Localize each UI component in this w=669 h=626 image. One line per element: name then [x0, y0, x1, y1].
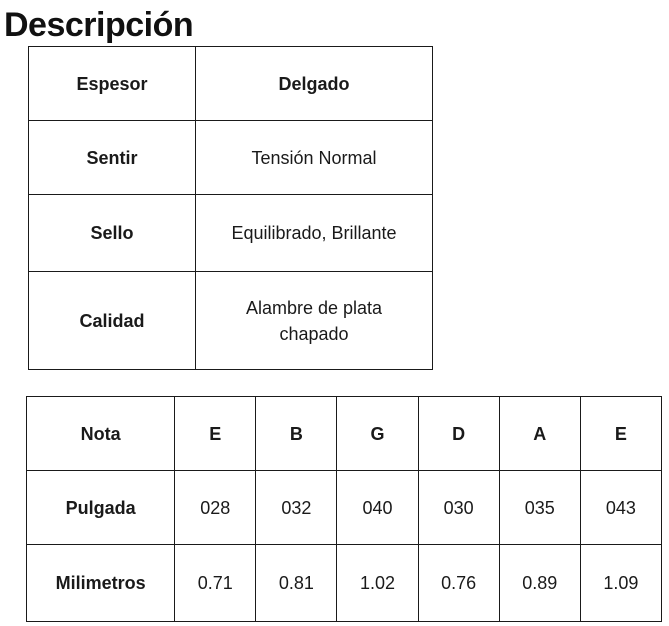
value-cell: 040	[337, 471, 418, 545]
note-cell: E	[175, 397, 256, 471]
row-label: Milimetros	[27, 545, 175, 622]
note-cell: E	[580, 397, 661, 471]
row-value: Equilibrado, Brillante	[196, 195, 433, 272]
row-label: Pulgada	[27, 471, 175, 545]
value-cell: 032	[256, 471, 337, 545]
value-cell: 1.09	[580, 545, 661, 622]
note-cell: B	[256, 397, 337, 471]
gauge-header-row	[27, 397, 662, 471]
row-value: Delgado	[196, 47, 433, 121]
value-cell: 1.02	[337, 545, 418, 622]
value-cell: 043	[580, 471, 661, 545]
gauge-row-inch	[27, 471, 662, 545]
row-label: Espesor	[29, 47, 196, 121]
value-cell: 030	[418, 471, 499, 545]
description-row	[29, 47, 433, 121]
row-value: Tensión Normal	[196, 121, 433, 195]
note-cell: A	[499, 397, 580, 471]
value-cell: 0.71	[175, 545, 256, 622]
row-label: Sentir	[29, 121, 196, 195]
header-label: Nota	[27, 397, 175, 471]
value-cell: 035	[499, 471, 580, 545]
note-cell: D	[418, 397, 499, 471]
description-row	[29, 121, 433, 195]
value-cell: 0.76	[418, 545, 499, 622]
description-row	[29, 195, 433, 272]
row-value: Alambre de plata chapado	[196, 272, 433, 370]
value-cell: 0.81	[256, 545, 337, 622]
row-label: Sello	[29, 195, 196, 272]
value-cell: 028	[175, 471, 256, 545]
note-cell: G	[337, 397, 418, 471]
gauge-table	[26, 396, 662, 622]
description-row	[29, 272, 433, 370]
page-title: Descripción	[4, 6, 194, 44]
gauge-row-mm	[27, 545, 662, 622]
value-cell: 0.89	[499, 545, 580, 622]
description-table	[28, 46, 433, 370]
row-label: Calidad	[29, 272, 196, 370]
